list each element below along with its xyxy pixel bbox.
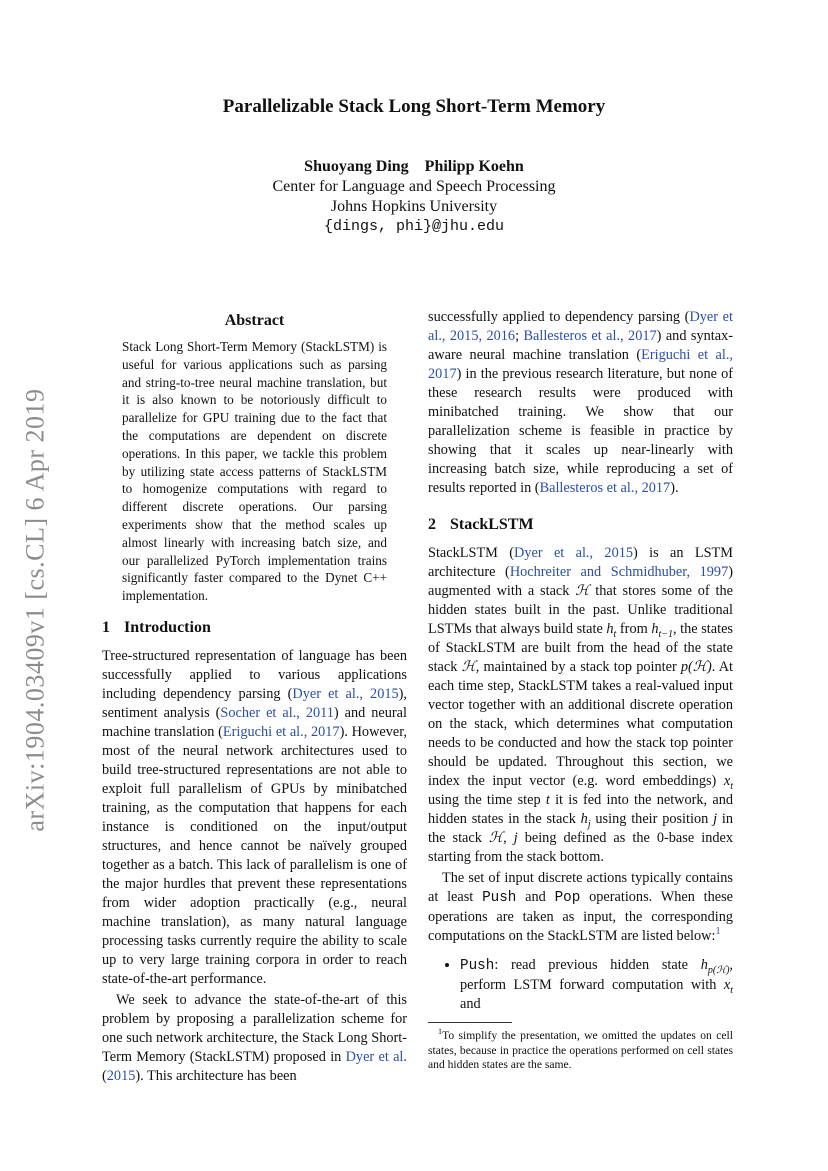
footnote-divider [428, 1022, 512, 1023]
section-heading-introduction: 1 Introduction [102, 618, 211, 636]
paper-title: Parallelizable Stack Long Short-Term Memory [222, 96, 606, 117]
citation-link[interactable]: Eriguchi et al., 2017 [222, 723, 340, 740]
abstract-heading: Abstract [224, 312, 285, 329]
stacklstm-paragraph-1: StackLSTM (Dyer et al., 2015) is an LSTM architecture (Hochreiter and Schmidhuber, 1997) augmented with a stack ℋ that stores some of the hidden states built in the past. Unlike traditional LSTMs that always build state $h_t$ from $h_{t-1}$, the states of StackLSTM are built from the head of the state stack ℋ, maintained by a stack top pointer p(ℋ). At each time step, StackLSTM takes a real-valued input vector together with an additional discrete operation on the stack, which determines what computation needs to be conducted and how the stack top pointer should be updated. Throughout this section, we index the input vector (e.g. word embeddings) $x_t$ using the time step t it is fed into the network, and hidden states in the stack $h_j$ using their position j in the stack ℋ, j being defined as the 0-base index starting from the stack bottom. [428, 545, 734, 865]
citation-link[interactable]: Dyer et al., 2015 [292, 685, 399, 702]
left-column [102, 308, 407, 1086]
author-list [0, 158, 828, 176]
footnote-marker[interactable]: 1 [715, 926, 721, 938]
list-item: • Push: read previous hidden state $h_{p(ℋ)}$, perform LSTM forward computation with $x_t$ and [460, 956, 733, 1014]
author-name: Philipp Koehn [424, 158, 524, 175]
citation-link[interactable]: Dyer et al., 2015 [514, 545, 634, 561]
right-column [428, 308, 733, 1073]
operation-list [428, 956, 733, 1014]
stacklstm-paragraph-2: The set of input discrete actions typically contains at least Push and Pop operations. When these operations are taken as input, the corresponding computations on the StackLSTM are listed below:$^1$ [428, 870, 734, 944]
footnote: $^1$To simplify the presentation, we omitted the updates on cell states, because in practice the operations performed on cell states and hidden states are the same. [428, 1027, 733, 1071]
intro-paragraph-2: We seek to advance the state-of-the-art of this problem by proposing a parallelization scheme for one such network architecture, the Stack Long Short-Term Memory (StackLSTM) proposed in Dyer et al. (2015). This architecture has been [102, 991, 407, 1084]
citation-link[interactable]: Ballesteros et al., 2017 [539, 480, 671, 496]
citation-link[interactable]: Ballesteros et al., 2017 [523, 328, 657, 344]
abstract-text: Stack Long Short-Term Memory (StackLSTM) is useful for various applications such as parsing and string-to-tree neural machine translation, but it is also known to be notoriously difficult to parallelize for GPU training due to the fact that the computations are dependent on discrete operations. In this paper, we tackle this problem by utilizing state access patterns of StackLSTM to homogenize computations with regard to different discrete operations. Our parsing experiments show that the method scales up almost linearly with increasing batch size, and our parallelized PyTorch implementation trains significantly faster compared to the Dynet C++ implementation. [122, 339, 387, 604]
arxiv-identifier: arXiv:1904.03409v1 [cs.CL] 6 Apr 2019 [21, 388, 50, 832]
affiliation: Center for Language and Speech Processing [272, 178, 556, 195]
author-email: {dings, phi}@jhu.edu [323, 218, 505, 235]
section-heading-stacklstm: 2 StackLSTM [428, 516, 534, 533]
intro-continuation: successfully applied to dependency parsing (Dyer et al., 2015, 2016; Ballesteros et al., 2017) and syntax-aware neural machine translation (Eriguchi et al., 2017) in the previous research literature, but none of these research results were produced with minibatched training. We show that our parallelization scheme is feasible in practice by showing that it scales up near-linearly with increasing batch size, while reproducing a set of results reported in (Ballesteros et al., 2017). [428, 309, 733, 496]
citation-link[interactable]: Eriguchi et al., 2017 [428, 347, 733, 382]
citation-link[interactable]: Dyer et al. [345, 1048, 407, 1065]
affiliation: Johns Hopkins University [330, 198, 498, 215]
intro-paragraph-1: Tree-structured representation of language has been successfully applied to various applications including dependency parsing (Dyer et al., 2015), sentiment analysis (Socher et al., 2011) and neural machine translation (Eriguchi et al., 2017). However, most of the neural network architectures used to build tree-structured representations are not able to exploit full parallelism of GPUs by minibatched training, as the computation that happens for each instance is conditioned on the input/output structures, and hence cannot be naïvely grouped together as a batch. This lack of parallelism is one of the major hurdles that prevent these representations from wider adoption practically (e.g., neural machine translation), as many natural language processing tasks currently require the ability to scale up to very large training corpora in order to reach state-of-the-art performance. [102, 647, 408, 987]
citation-link[interactable]: Dyer et al., 2015, 2016 [428, 309, 733, 344]
citation-link[interactable]: Socher et al., 2011 [220, 704, 334, 721]
citation-link[interactable]: 2015 [106, 1067, 136, 1084]
author-name: Shuoyang Ding [304, 158, 409, 175]
citation-link[interactable]: Hochreiter and Schmidhuber, 1997 [509, 564, 729, 580]
